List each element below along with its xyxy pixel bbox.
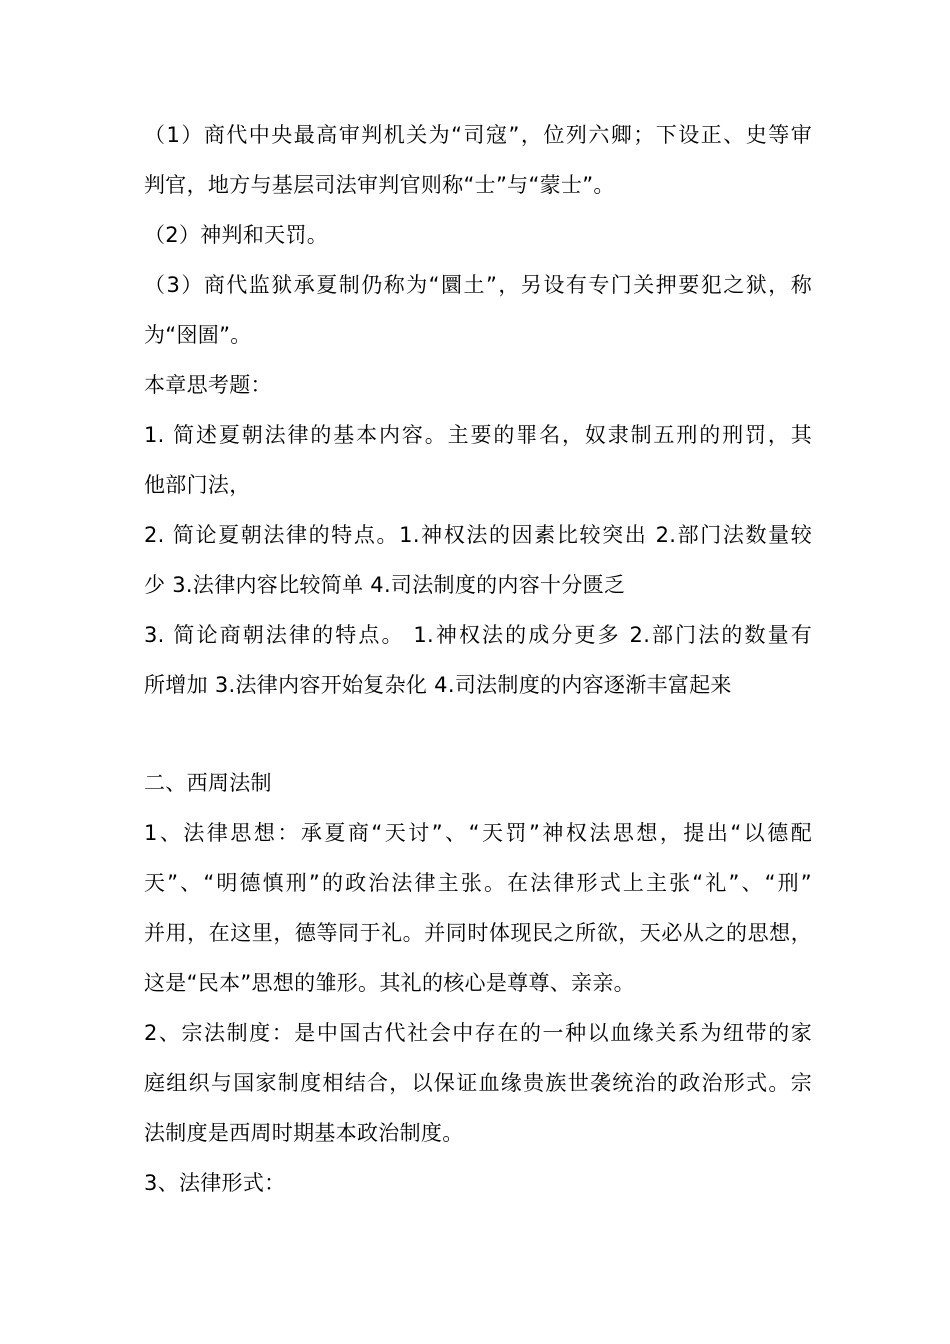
- paragraph-line: 2、宗法制度：是中国古代社会中存在的一种以血缘关系为纽带的家: [144, 1021, 812, 1045]
- paragraph-line: 并用，在这里，德等同于礼。并同时体现民之所欲，天必从之的思想，: [144, 921, 812, 945]
- paragraph-line: 庭组织与国家制度相结合，以保证血缘贵族世袭统治的政治形式。宗: [144, 1071, 812, 1095]
- paragraph-line: 法制度是西周时期基本政治制度。: [144, 1121, 464, 1145]
- section-heading: 3、法律形式：: [144, 1171, 286, 1195]
- paragraph-line: 为“囹圄”。: [144, 323, 252, 347]
- question-item: 1. 简述夏朝法律的基本内容。主要的罪名，奴隶制五刑的刑罚，其: [144, 423, 812, 447]
- chapter-heading: 二、西周法制: [144, 771, 272, 795]
- question-item: 所增加 3.法律内容开始复杂化 4.司法制度的内容逐渐丰富起来: [144, 673, 732, 697]
- paragraph-line: （2）神判和天罚。: [144, 223, 329, 247]
- question-item: 2. 简论夏朝法律的特点。1.神权法的因素比较突出 2.部门法数量较: [144, 523, 812, 547]
- paragraph-line: （1）商代中央最高审判机关为“司寇”，位列六卿；下设正、史等审: [144, 123, 812, 147]
- question-item: 少 3.法律内容比较简单 4.司法制度的内容十分匮乏: [144, 573, 626, 597]
- paragraph-line: 1、法律思想：承夏商“天讨”、“天罚”神权法思想，提出“以德配: [144, 821, 812, 845]
- question-item: 他部门法，: [144, 473, 251, 497]
- paragraph-line: 判官，地方与基层司法审判官则称“士”与“蒙士”。: [144, 173, 615, 197]
- section-heading: 本章思考题：: [144, 373, 272, 397]
- paragraph-line: 这是“民本”思想的雏形。其礼的核心是尊尊、亲亲。: [144, 971, 635, 995]
- paragraph-line: 天”、“明德慎刑”的政治法律主张。在法律形式上主张“礼”、“刑”: [144, 871, 812, 895]
- question-item: 3. 简论商朝法律的特点。 1.神权法的成分更多 2.部门法的数量有: [144, 623, 812, 647]
- paragraph-line: （3）商代监狱承夏制仍称为“圜土”，另设有专门关押要犯之狱，称: [144, 273, 812, 297]
